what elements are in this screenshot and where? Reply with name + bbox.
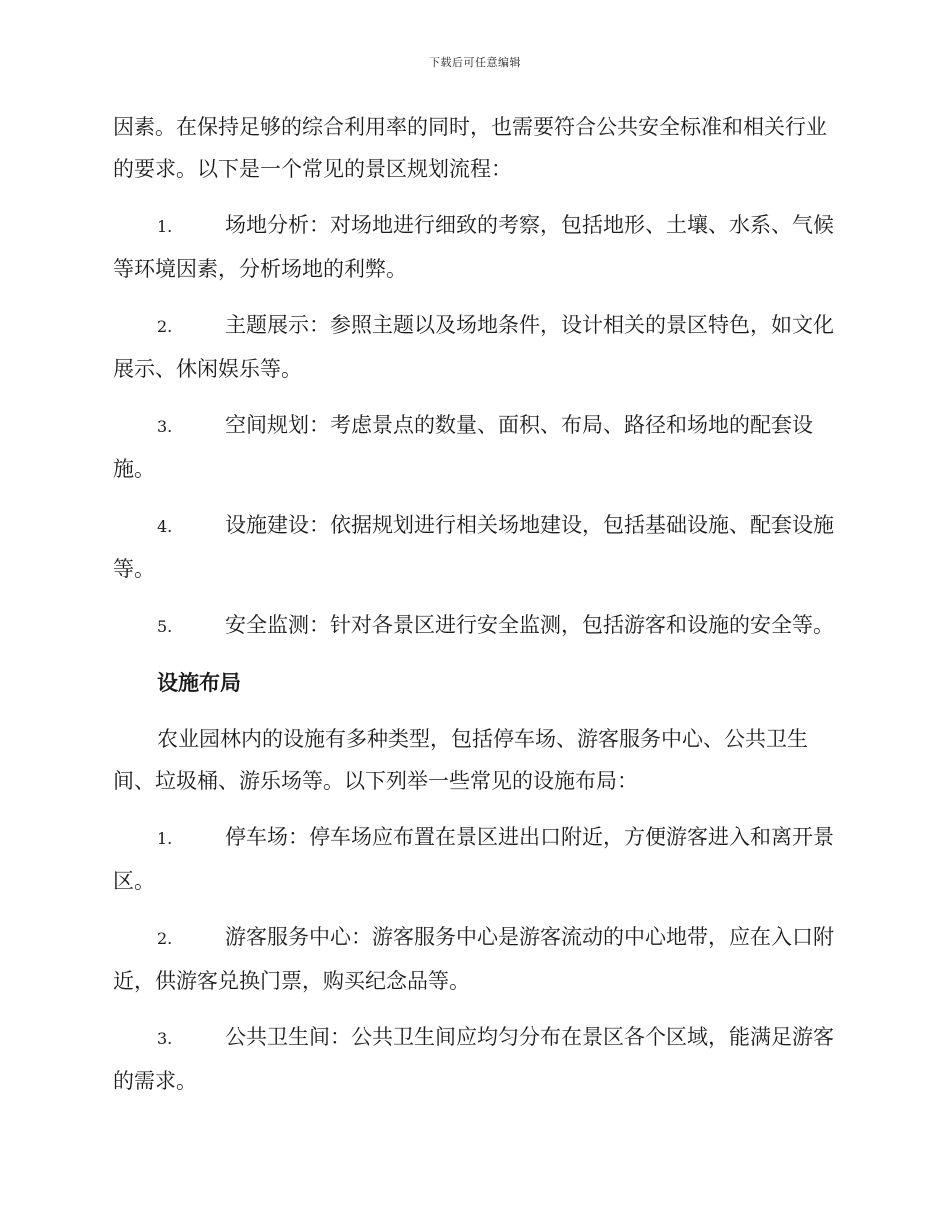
list-number: 1. (157, 829, 173, 848)
list-text: 主题展示：参照主题以及场地条件，设计相关的景区特色，如文化展示、休闲娱乐等。 (113, 313, 834, 381)
list-number: 2. (157, 317, 173, 336)
list-item (113, 204, 837, 290)
list-text: 公共卫生间：公共卫生间应均匀分布在景区各个区域，能满足游客的需求。 (113, 1025, 834, 1093)
list-text: 停车场：停车场应布置在景区进出口附近，方便游客进入和离开景区。 (113, 825, 834, 893)
list-text: 空间规划：考虑景点的数量、面积、布局、路径和场地的配套设施。 (113, 413, 813, 481)
list-text: 设施建设：依据规划进行相关场地建设，包括基础设施、配套设施等。 (113, 513, 834, 581)
list-text: 安全监测：针对各景区进行安全监测，包括游客和设施的安全等。 (225, 613, 834, 637)
list-item (113, 1016, 837, 1102)
list-number: 3. (157, 417, 173, 436)
list-item (113, 816, 837, 902)
section-paragraph: 农业园林内的设施有多种类型，包括停车场、游客服务中心、公共卫生间、垃圾桶、游乐场等。以下列举一些常见的设施布局： (113, 727, 808, 793)
list-item (113, 304, 837, 390)
list-item (113, 504, 837, 590)
list-number: 2. (157, 929, 173, 948)
list-item (113, 404, 837, 490)
list-number: 5. (157, 617, 173, 636)
section-heading: 设施布局 (157, 671, 241, 695)
list-text: 游客服务中心：游客服务中心是游客流动的中心地带，应在入口附近，供游客兑换门票，购买纪念品等。 (113, 925, 834, 993)
intro-paragraph: 因素。在保持足够的综合利用率的同时，也需要符合公共安全标准和相关行业的要求。以下是一个常见的景区规划流程： (113, 115, 827, 181)
list-item (113, 604, 837, 648)
list-number: 1. (157, 217, 173, 236)
page-header: 下载后可任意编辑 (429, 56, 521, 69)
document-body (113, 106, 837, 1116)
planning-steps-list (113, 204, 837, 648)
list-number: 3. (157, 1029, 173, 1048)
facility-list (113, 816, 837, 1102)
list-item (113, 916, 837, 1002)
list-text: 场地分析：对场地进行细致的考察，包括地形、土壤、水系、气候等环境因素，分析场地的利弊。 (113, 213, 834, 281)
list-number: 4. (157, 517, 173, 536)
